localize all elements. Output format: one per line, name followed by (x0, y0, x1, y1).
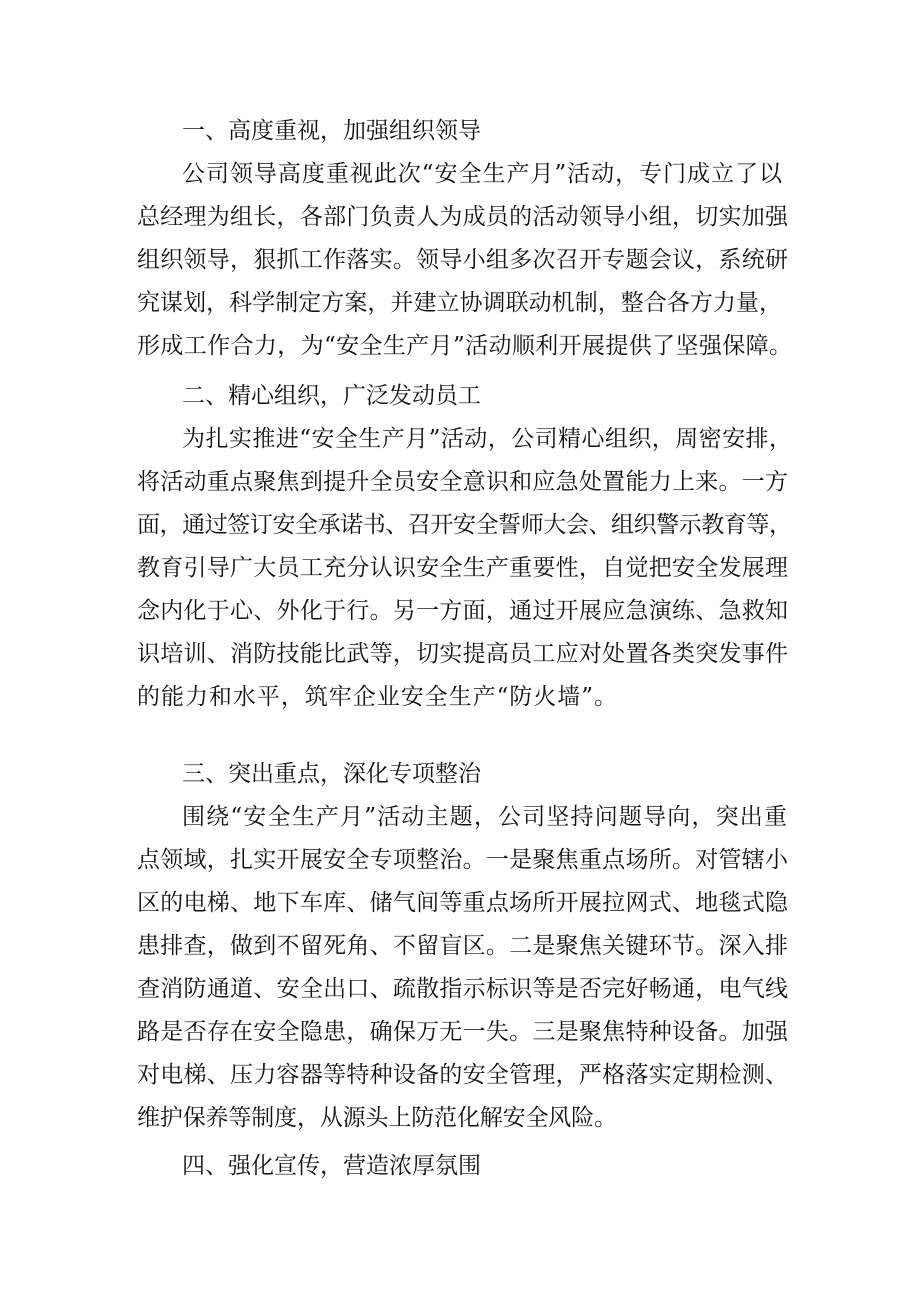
paragraph-line: 对电梯、压力容器等特种设备的安全管理，严格落实定期检测、 (137, 1062, 789, 1088)
paragraph-line: 患排查，做到不留死角、不留盲区。二是聚焦关键环节。深入排 (137, 933, 789, 959)
paragraph-line: 总经理为组长，各部门负责人为成员的活动领导小组，切实加强 (137, 204, 789, 230)
paragraph-line: 为扎实推进“安全生产月”活动，公司精心组织，周密安排， (182, 426, 793, 452)
paragraph-line: 将活动重点聚焦到提升全员安全意识和应急处置能力上来。一方 (137, 469, 789, 495)
section-heading-4: 四、强化宣传，营造浓厚氛围 (182, 1153, 481, 1179)
paragraph-line: 念内化于心、外化于行。另一方面，通过开展应急演练、急救知 (137, 598, 789, 624)
section-heading-2: 二、精心组织，广泛发动员工 (182, 383, 481, 409)
paragraph-line: 围绕“安全生产月”活动主题，公司坚持问题导向，突出重 (182, 804, 789, 830)
paragraph-line: 区的电梯、地下车库、储气间等重点场所开展拉网式、地毯式隐 (137, 890, 789, 916)
paragraph-line: 形成工作合力，为“安全生产月”活动顺利开展提供了坚强保障。 (137, 333, 793, 359)
paragraph-line: 路是否存在安全隐患，确保万无一失。三是聚焦特种设备。加强 (137, 1019, 789, 1045)
paragraph-line: 识培训、消防技能比武等，切实提高员工应对处置各类突发事件 (137, 641, 789, 667)
paragraph-line: 维护保养等制度，从源头上防范化解安全风险。 (137, 1105, 617, 1131)
paragraph-line: 面，通过签订安全承诺书、召开安全誓师大会、组织警示教育等， (137, 512, 792, 538)
paragraph-line: 组织领导，狠抓工作落实。领导小组多次召开专题会议，系统研 (137, 247, 789, 273)
paragraph-line: 点领域，扎实开展安全专项整治。一是聚焦重点场所。对管辖小 (137, 847, 789, 873)
paragraph-line: 查消防通道、安全出口、疏散指示标识等是否完好畅通，电气线 (137, 976, 789, 1002)
paragraph-line: 究谋划，科学制定方案，并建立协调联动机制，整合各方力量， (137, 290, 783, 316)
paragraph-line: 公司领导高度重视此次“安全生产月”活动，专门成立了以 (182, 161, 783, 187)
section-heading-1: 一、高度重视，加强组织领导 (182, 118, 481, 144)
paragraph-line: 教育引导广大员工充分认识安全生产重要性，自觉把安全发展理 (137, 555, 789, 581)
paragraph-line: 的能力和水平，筑牢企业安全生产“防火墙”。 (137, 684, 618, 710)
section-heading-3: 三、突出重点，深化专项整治 (182, 761, 481, 787)
